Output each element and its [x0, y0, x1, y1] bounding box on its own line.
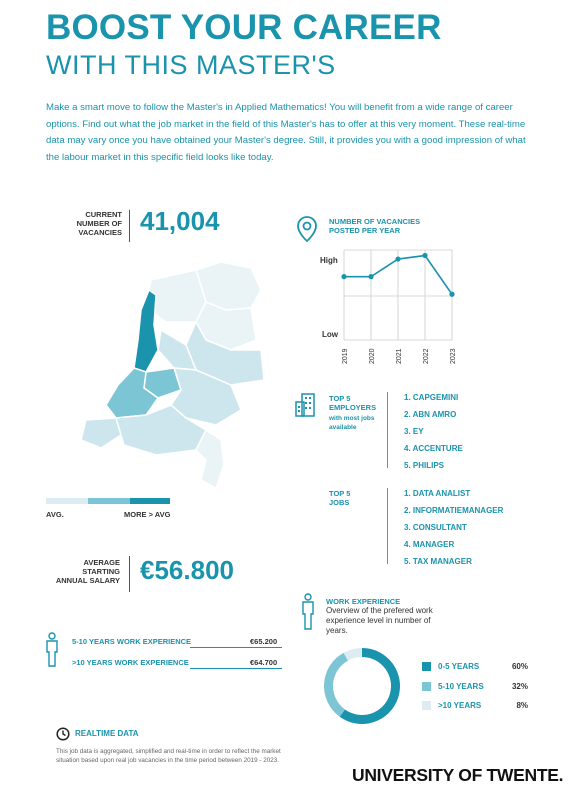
employers-subtitle: with most jobs available	[329, 415, 375, 431]
netherlands-map	[46, 250, 286, 490]
list-item: 1. DATA ANALIST	[404, 489, 471, 498]
data-point	[368, 274, 373, 279]
list-item: 4. MANAGER	[404, 540, 455, 549]
list-item: 5. PHILIPS	[404, 461, 445, 470]
legend-swatch-mid	[88, 498, 130, 504]
clock-icon	[56, 727, 70, 741]
list-item: 2. ABN AMRO	[404, 410, 457, 419]
legend-low-label: AVG.	[46, 510, 64, 519]
experience-title: WORK EXPERIENCE	[326, 597, 401, 606]
list-item: 1. CAPGEMINI	[404, 393, 459, 402]
divider	[129, 210, 130, 242]
salary-label: AVERAGE STARTING ANNUAL SALARY	[55, 558, 120, 585]
legend-high-label: MORE > AVG	[124, 510, 171, 519]
x-tick-label: 2023	[450, 348, 457, 364]
experience-desc: Overview of the prefered work experience level in number of years.	[326, 606, 433, 635]
jobs-list	[404, 489, 503, 574]
donut-slice	[324, 653, 348, 717]
divider	[387, 392, 388, 468]
realtime-desc: This job data is aggregated, simplified and real-time in order to reflect the market situation based upon real job vacancies in the time period between 2019 - 2023.	[56, 748, 281, 764]
legend-value: 60%	[511, 662, 528, 671]
divider	[129, 556, 130, 592]
jobs-title: TOP 5 JOBS	[329, 489, 351, 507]
x-tick-label: 2019	[342, 348, 349, 364]
map-region-noord-holland	[134, 290, 158, 372]
person-icon	[300, 593, 316, 631]
salary-row-label: 5-10 YEARS WORK EXPERIENCE	[72, 637, 192, 646]
location-pin-icon	[296, 215, 318, 243]
legend-swatch-low	[46, 498, 88, 504]
trend-low-label: Low	[322, 330, 338, 339]
legend-swatch	[422, 662, 431, 671]
realtime-title: REALTIME DATA	[75, 729, 139, 738]
building-icon	[294, 392, 320, 418]
legend-label: 5-10 YEARS	[438, 682, 484, 691]
legend-label: >10 YEARS	[438, 701, 482, 710]
trend-title: NUMBER OF VACANCIES POSTED PER YEAR	[329, 217, 421, 235]
page-subtitle: WITH THIS MASTER'S	[46, 50, 336, 80]
data-point	[341, 274, 346, 279]
salary-row-value: €65.200	[250, 637, 278, 646]
employers-title: TOP 5 EMPLOYERS	[329, 394, 377, 412]
legend-label: 0-5 YEARS	[438, 662, 480, 671]
legend-swatch	[422, 701, 431, 710]
vacancies-label: CURRENT NUMBER OF VACANCIES	[76, 210, 122, 237]
map-region-zeeland	[81, 418, 121, 448]
legend-value: 8%	[516, 701, 528, 710]
legend-swatch-high	[130, 498, 170, 504]
trend-chart	[340, 246, 470, 366]
trend-high-label: High	[320, 256, 338, 265]
legend-value: 32%	[511, 682, 528, 691]
list-item: 3. CONSULTANT	[404, 523, 467, 532]
university-logo: UNIVERSITY OF TWENTE.	[352, 765, 564, 785]
list-item: 5. TAX MANAGER	[404, 557, 472, 566]
salary-row-value: €64.700	[250, 658, 278, 667]
divider	[387, 488, 388, 564]
employers-list	[404, 393, 463, 478]
vacancies-value: 41,004	[140, 206, 220, 236]
data-point	[395, 256, 400, 261]
list-item: 2. INFORMATIEMANAGER	[404, 506, 504, 515]
x-tick-label: 2022	[423, 348, 430, 364]
salary-value: €56.800	[140, 555, 234, 585]
x-tick-label: 2020	[369, 348, 376, 364]
person-icon	[44, 632, 60, 668]
data-point	[449, 292, 454, 297]
divider	[190, 647, 282, 648]
page-title: BOOST YOUR CAREER	[46, 8, 442, 47]
list-item: 3. EY	[404, 427, 424, 436]
legend-swatch	[422, 682, 431, 691]
list-item: 4. ACCENTURE	[404, 444, 463, 453]
x-tick-label: 2021	[396, 348, 403, 364]
data-point	[422, 253, 427, 258]
divider	[190, 668, 282, 669]
salary-row-label: >10 YEARS WORK EXPERIENCE	[72, 658, 189, 667]
experience-donut-chart	[322, 646, 402, 726]
intro-text: Make a smart move to follow the Master's in Applied Mathematics! You will benefit from a wide range of career options. Find out what the job market in the field of this Master's has to offer at this very moment. These real-time data may vary once you have obtained your Master's degree. Still, it provides you with a good impression of what the labour market in this specific field looks like today.	[46, 102, 526, 163]
